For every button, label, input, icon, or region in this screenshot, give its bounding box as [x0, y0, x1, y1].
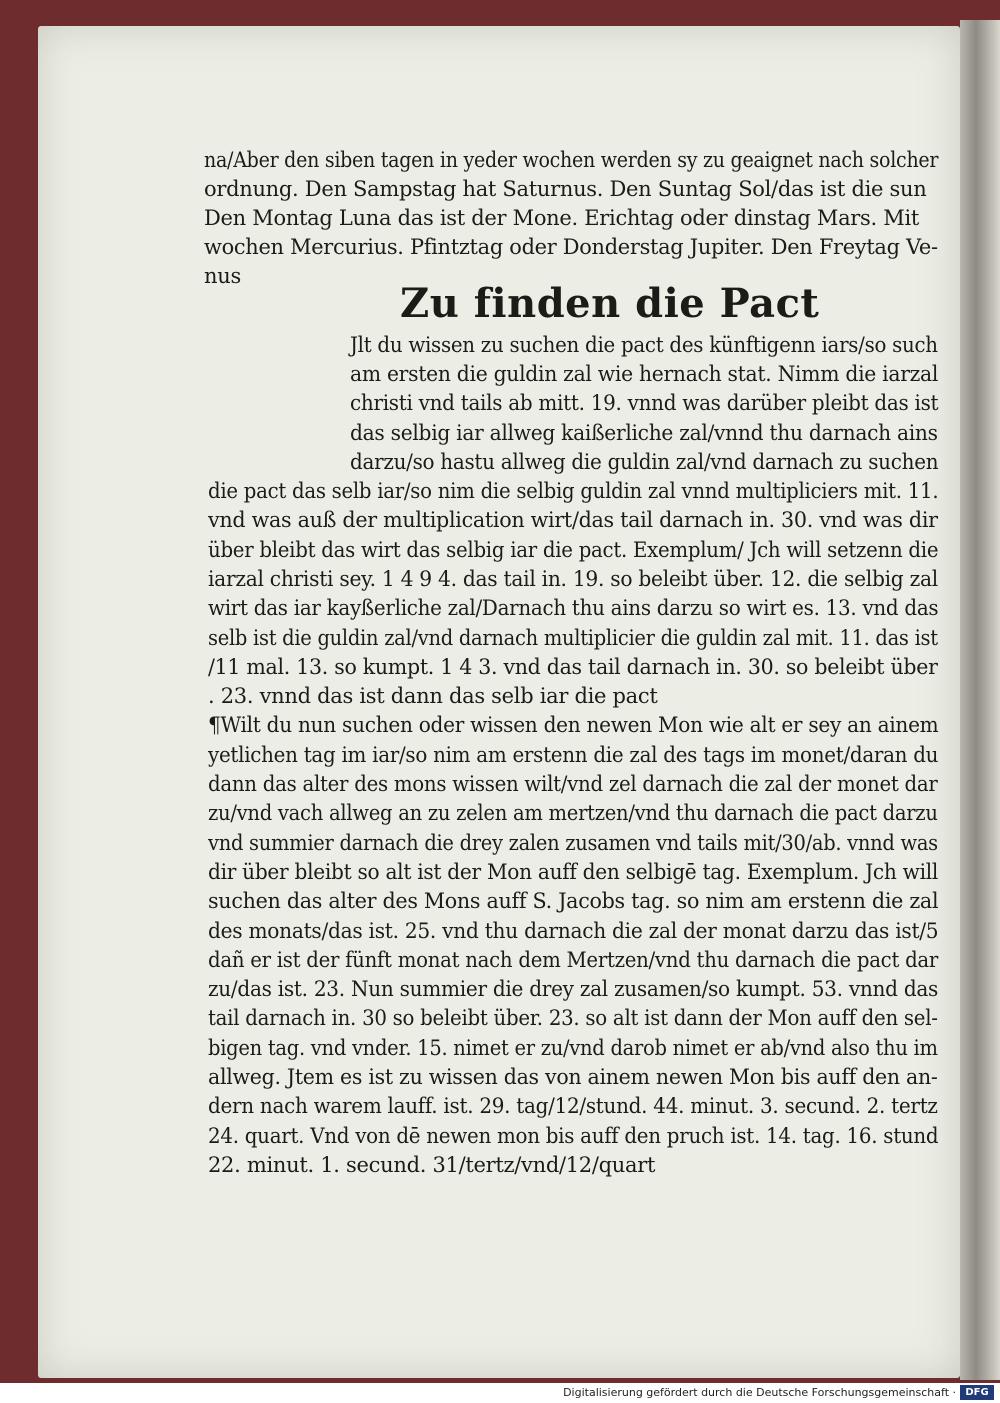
text-line: nus [204, 264, 241, 288]
text-line: allweg. Jtem es ist zu wissen das von ainem newen Mon bis auff den an- [208, 1065, 938, 1089]
text-line: suchen das alter des Mons auff S. Jacobs tag. so nim am erstenn die zal [208, 889, 939, 914]
text-line: vnd summier darnach die drey zalen zusamen vnd tails mit/30/ab. vnnd was [208, 830, 938, 855]
text-line: dann das alter des mons wissen wilt/vnd zel darnach die zal der monet dar [208, 772, 938, 796]
text-line: bigen tag. vnd vnder. 15. nimet er zu/vnd darob nimet er ab/vnd also thu im [208, 1035, 938, 1060]
text-line: Jlt du wissen zu suchen die pact des künftigenn iars/so such [350, 333, 938, 357]
text-line: /11 mal. 13. so kumpt. 1 4 3. vnd das tail darnach in. 30. so beleibt über [208, 654, 938, 679]
text-line: selb ist die guldin zal/vnd darnach multiplicier die guldin zal mit. 11. das ist [208, 625, 938, 650]
page-text [38, 26, 960, 1378]
footer-credit: Digitalisierung gefördert durch die Deutsche Forschungsgemeinschaft · [563, 1386, 956, 1399]
text-line: tail darnach in. 30 so beleibt über. 23. so alt ist dann der Mon auff den sel- [208, 1006, 938, 1031]
text-line: die pact das selb iar/so nim die selbig guldin zal vnnd multipliciers mit. 11. [208, 479, 939, 503]
text-line: vnd was auß der multiplication wirt/das tail darnach in. 30. vnd was dir [208, 508, 938, 533]
text-line: 24. quart. Vnd von dē newen mon bis auff den pruch ist. 14. tag. 16. stund [208, 1123, 939, 1148]
text-line: christi vnd tails ab mitt. 19. vnnd was darüber pleibt das ist [350, 391, 939, 416]
text-line: über bleibt das wirt das selbig iar die pact. Exemplum/ Jch will setzenn die [208, 537, 939, 562]
text-line: 22. minut. 1. secund. 31/tertz/vnd/12/quart [208, 1152, 656, 1177]
section-heading: Zu finden die Pact [400, 280, 820, 327]
text-line: ordnung. Den Sampstag hat Saturnus. Den Suntag Sol/das ist die sun [204, 177, 927, 201]
text-line: darzu/so hastu allweg die guldin zal/vnd darnach zu suchen [350, 449, 939, 474]
text-line: zu/vnd vach allweg an zu zelen am mertzen/vnd thu darnach die pact darzu [208, 801, 938, 826]
text-line: iarzal christi sey. 1 4 9 4. das tail in. 19. so beleibt über. 12. die selbig zal [208, 566, 938, 591]
text-line: wochen Mercurius. Pfintztag oder Donderstag Jupiter. Den Freytag Ve- [204, 235, 938, 259]
text-line: yetlichen tag im iar/so nim am erstenn die zal des tags im monet/daran du [208, 742, 939, 767]
text-line: dern nach warem lauff. ist. 29. tag/12/stund. 44. minut. 3. secund. 2. tertz [208, 1094, 938, 1119]
book-spine-edge [960, 20, 1000, 1380]
scanned-page [38, 26, 960, 1378]
text-line: ¶Wilt du nun suchen oder wissen den newen Mon wie alt er sey an ainem [208, 713, 939, 738]
text-line: das selbig iar allweg kaißerliche zal/vnnd thu darnach ains [350, 420, 938, 445]
text-line: dir über bleibt so alt ist der Mon auff den selbigē tag. Exemplum. Jch will [208, 859, 939, 884]
text-line: . 23. vnnd das ist dann das selb iar die pact [208, 684, 658, 709]
text-line: des monats/das ist. 25. vnd thu darnach die zal der monat darzu das ist/5 [208, 918, 939, 943]
text-line: dañ er ist der fünft monat nach dem Mertzen/vnd thu darnach die pact dar [208, 947, 939, 972]
footer-bar [0, 1383, 1000, 1403]
dfg-logo-icon: DFG [960, 1385, 994, 1400]
text-line: Den Montag Luna das ist der Mone. Erichtag oder dinstag Mars. Mit [204, 206, 920, 230]
text-line: am ersten die guldin zal wie hernach stat. Nimm die iarzal [350, 362, 939, 387]
text-line: wirt das iar kayßerliche zal/Darnach thu ains darzu so wirt es. 13. vnd das [208, 596, 939, 621]
text-line: zu/das ist. 23. Nun summier die drey zal zusamen/so kumpt. 53. vnnd das [208, 977, 939, 1002]
text-line: na/Aber den siben tagen in yeder wochen werden sy zu geaignet nach solcher [204, 148, 939, 172]
